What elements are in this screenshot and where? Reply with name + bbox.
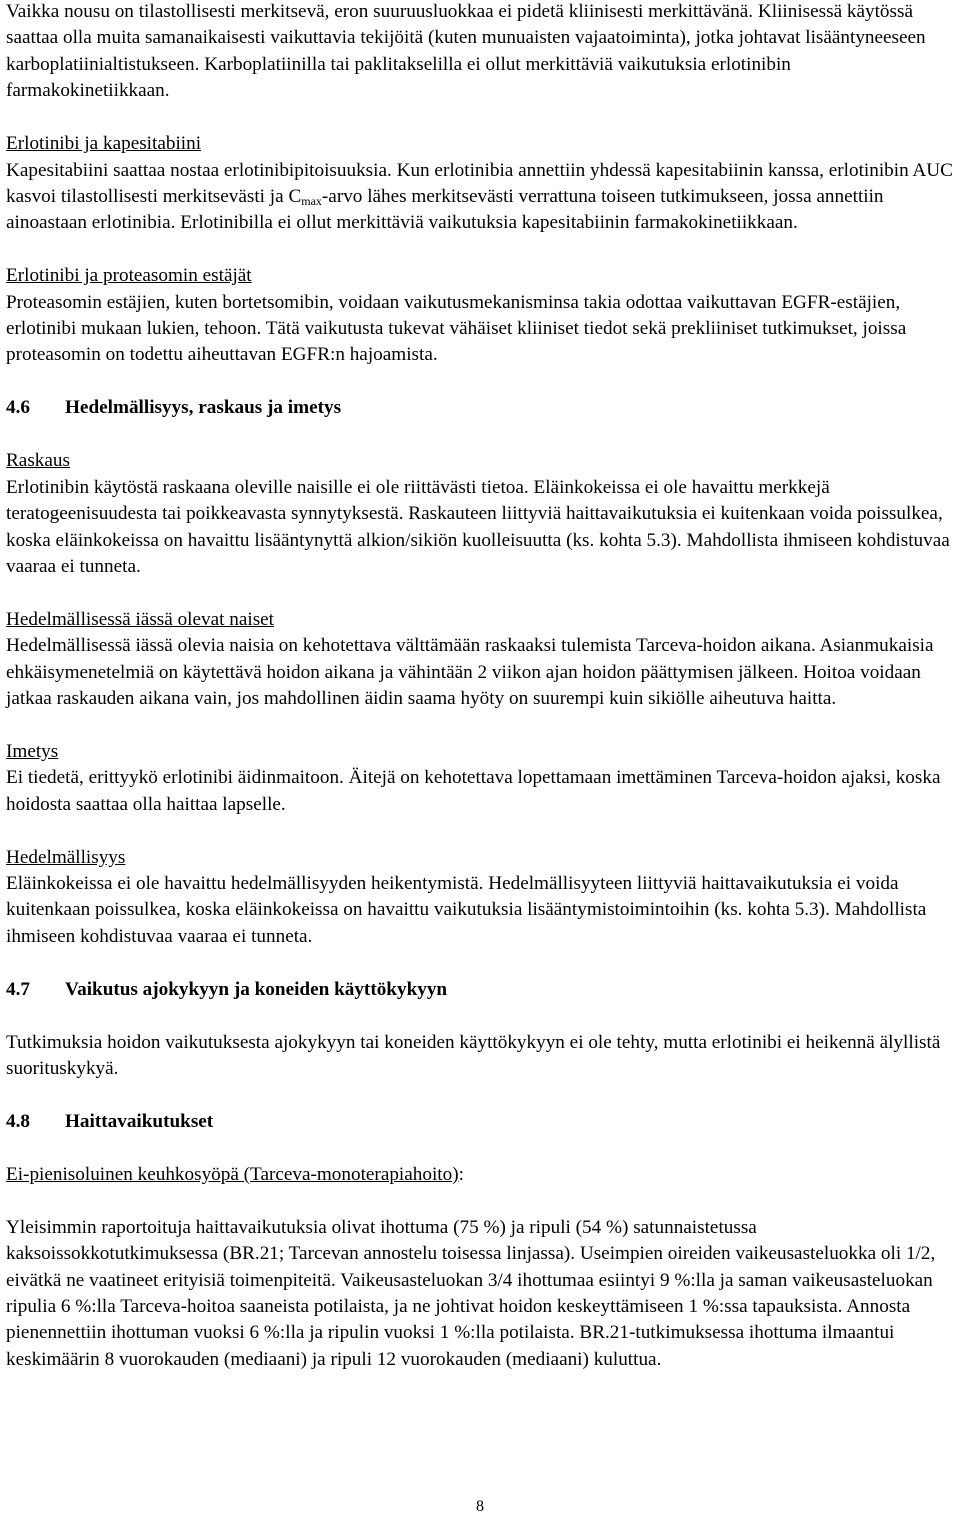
pregnancy-paragraph: Erlotinibin käytöstä raskaana oleville naisille ei ole riittävästi tietoa. Eläinkokeissa ei ole havaittu merkkejä teratogeenisuudesta tai poikkeavasta synnytyksestä. Raskauteen liittyviä haittavaikutuksia ei kuitenkaan voida poissulkea, koska eläinkokeissa on havaittu lisääntynyttä alkion/sikiön kuolleisuutta (ks. kohta 5.3). Mahdollista ihmiseen kohdistuvaa vaaraa ei tunneta. [6, 476, 950, 577]
proteasome-paragraph: Proteasomin estäjien, kuten bortetsomibin, voidaan vaikutusmekanisminsa takia odottaa vaikuttavan EGFR-estäjien, erlotinibi mukaan lukien, tehoon. Tätä vaikutusta tukevat vähäiset kliiniset tiedot sekä prekliiniset tutkimukset, joissa proteasomin on todettu aiheuttavan EGFR:n hajoamista. [6, 291, 907, 366]
cmax-subscript: max [301, 193, 322, 208]
document-page [6, 0, 956, 1373]
capecitabine-text-start: Kapesitabiini saattaa nostaa erlotinibipitoisuuksia. Kun erlotinibia annettiin yhdessä kapesitabiinin kanssa, erlotinibin AUC kasvoi tilastollisesti merkitsevästi ja C [6, 159, 953, 207]
lactation-paragraph: Ei tiedetä, erittyykö erlotinibi äidinmaitoon. Äitejä on kehotettava lopettamaan imettäminen Tarceva-hoidon ajaksi, koska hoidosta saattaa olla haittaa lapselle. [6, 767, 941, 815]
section-title: Hedelmällisyys, raskaus ja imetys [65, 397, 342, 419]
adverse-effects-paragraph: Yleisimmin raportoituja haittavaikutuksia olivat ihottuma (75 %) ja ripuli (54 %) satunnaistetussa kaksoissokkotutkimuksessa (BR.21; Tarcevan annostelu toisessa linjassa). Useimpien oireiden vaikeusasteluokka oli 1/2, eivätkä ne vaatineet erityisiä toimenpiteitä. Vaikeusasteluokan 3/4 ihottumaa esiintyi 9 %:lla ja saman vaikeusasteluokan ripulia 6 %:lla Tarceva-hoitoa saaneista potilaista, ja ne johtivat hoidon keskeyttämiseen 1 %:ssa tapauksista. Annosta pienennettiin ihottuman vuoksi 6 %:lla ja ripulin vuoksi 1 %:lla potilaista. BR.21-tutkimuksessa ihottuma ilmaantui keskimäärin 8 vuorokauden (mediaani) ja ripuli 12 vuorokauden (mediaani) kuluttua. [6, 1216, 936, 1370]
capecitabine-text-end: -arvo lähes merkitsevästi verrattuna toiseen tutkimukseen, jossa annettiin ainoastaan erlotinibia. Erlotinibilla ei ollut merkittäviä vaikutuksia kapesitabiinin farmakokinetiikkaan. [6, 185, 884, 234]
capecitabine-subheading: Erlotinibi ja kapesitabiini [6, 133, 202, 155]
section-4-6-heading [6, 395, 956, 421]
section-number: 4.7 [6, 978, 30, 1000]
section-4-8-heading [6, 1109, 956, 1135]
fertility-paragraph: Eläinkokeissa ei ole havaittu hedelmällisyyden heikentymistä. Hedelmällisyyteen liittyviä haittavaikutuksia ei voida kuitenkaan poissulkea, koska eläinkokeissa on havaittu vaikutuksia lisääntymistoimintoihin (ks. kohta 5.3). Mahdollista ihmiseen kohdistuvaa vaaraa ei tunneta. [6, 873, 927, 947]
page-number: 8 [476, 1498, 484, 1515]
nsclc-subheading-colon: : [458, 1163, 464, 1185]
section-title: Vaikutus ajokykyyn ja koneiden käyttökykyyn [65, 978, 448, 1000]
section-number: 4.8 [6, 1111, 30, 1132]
nsclc-subheading [6, 1162, 956, 1188]
driving-paragraph: Tutkimuksia hoidon vaikutuksesta ajokykyyn tai koneiden käyttökykyyn ei ole tehty, mutta erlotinibi ei heikennä älyllistä suorituskykyä. [6, 1031, 941, 1080]
section-4-7-heading [6, 977, 956, 1003]
proteasome-subheading: Erlotinibi ja proteasomin estäjät [6, 265, 252, 287]
childbearing-paragraph: Hedelmällisessä iässä olevia naisia on kehotettava välttämään raskaaksi tulemista Tarceva-hoidon aikana. Asianmukaisia ehkäisymenetelmiä on käytettävä hoidon aikana ja vähintään 2 viikon ajan hoidon päättymisen jälkeen. Hoitoa voidaan jatkaa raskauden aikana vain, jos mahdollinen äidin saama hyöty on suurempi kuin sikiölle aiheutuva haitta. [6, 635, 934, 710]
pregnancy-subheading: Raskaus [6, 450, 70, 472]
capecitabine-paragraph [6, 158, 956, 237]
intro-paragraph: Vaikka nousu on tilastollisesti merkitsevä, eron suuruusluokkaa ei pidetä kliinisesti merkittävänä. Kliinisessä käytössä saattaa olla muita samanaikaisesti vaikuttavia tekijöitä (kuten munuaisten vajaatoiminta), jotka johtavat lisääntyneeseen karboplatiinialtistukseen. Karboplatiinilla tai paklitakselilla ei ollut merkittäviä vaikutuksia erlotinibin farmakokinetiikkaan. [6, 1, 926, 102]
nsclc-subheading-text: Ei-pienisoluinen keuhkosyöpä (Tarceva-monoterapiahoito) [6, 1163, 459, 1185]
section-title: Haittavaikutukset [65, 1111, 214, 1132]
childbearing-subheading: Hedelmällisessä iässä olevat naiset [6, 608, 275, 630]
section-number: 4.6 [6, 397, 30, 419]
fertility-subheading: Hedelmällisyys [6, 846, 126, 868]
lactation-subheading: Imetys [6, 740, 59, 762]
